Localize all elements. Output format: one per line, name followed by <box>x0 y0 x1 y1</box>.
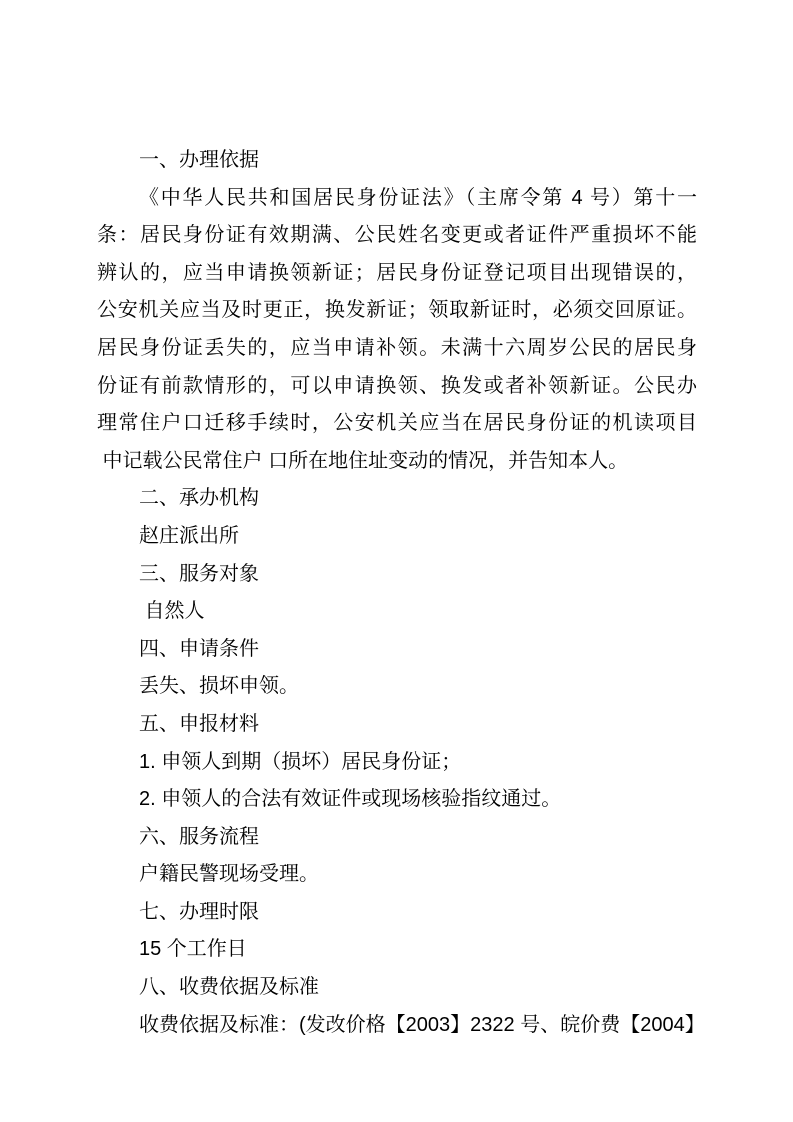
legal-basis-line: 中记载公民常住户 口所在地住址变动的情况，并告知本人。 <box>97 449 629 472</box>
legal-basis-line: 份证有前款情形的，可以申请换领、换发或者补领新证。公民办 <box>97 374 697 397</box>
service-target: 自然人 <box>139 600 205 623</box>
legal-basis-line: 公安机关应当及时更正，换发新证；领取新证时，必须交回原证。 <box>97 299 697 322</box>
agency-name: 赵庄派出所 <box>139 524 239 547</box>
heading-application-conditions: 四、申请条件 <box>139 637 259 660</box>
material-item-1: 1. 申领人到期（损坏）居民身份证； <box>139 750 462 773</box>
heading-service-target: 三、服务对象 <box>139 562 259 585</box>
legal-basis-line: 《中华人民共和国居民身份证法》（主席令第 4 号）第十一 <box>139 186 697 209</box>
legal-basis-paragraph <box>97 180 697 481</box>
legal-basis-line: 辨认的，应当申请换领新证；居民身份证登记项目出现错误的， <box>97 261 697 284</box>
fee-basis-line: 收费依据及标准：(发改价格【2003】2322 号、皖价费【2004】 <box>139 1013 705 1036</box>
heading-fee-basis-standard: 八、收费依据及标准 <box>139 976 319 999</box>
processing-time-limit: 15 个工作日 <box>139 938 247 961</box>
legal-basis-line: 条：居民身份证有效期满、公民姓名变更或者证件严重损坏不能 <box>97 224 697 247</box>
material-item-2: 2. 申领人的合法有效证件或现场核验指纹通过。 <box>139 788 562 811</box>
heading-application-materials: 五、申报材料 <box>139 712 259 735</box>
service-process: 户籍民警现场受理。 <box>139 863 319 886</box>
heading-service-process: 六、服务流程 <box>139 825 259 848</box>
heading-processing-time-limit: 七、办理时限 <box>139 900 259 923</box>
heading-handling-agency: 二、承办机构 <box>139 487 259 510</box>
heading-handling-basis: 一、办理依据 <box>139 149 259 171</box>
application-condition: 丢失、损坏申领。 <box>139 675 299 698</box>
legal-basis-line: 理常住户口迁移手续时，公安机关应当在居民身份证的机读项目 <box>97 412 697 435</box>
legal-basis-line: 居民身份证丢失的，应当申请补领。未满十六周岁公民的居民身 <box>97 336 697 359</box>
